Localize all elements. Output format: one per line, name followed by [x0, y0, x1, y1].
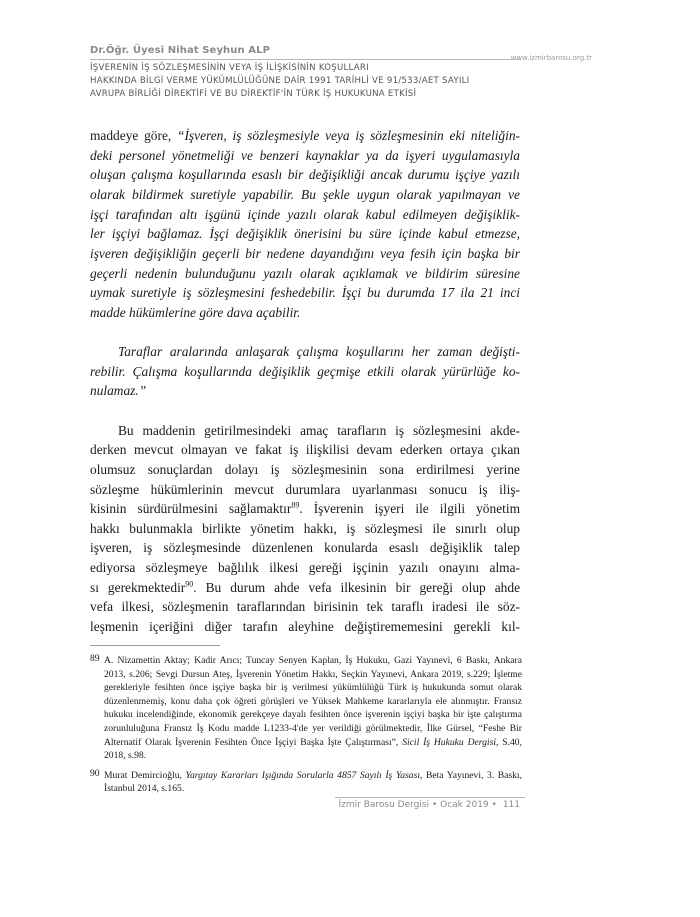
footnote-line: düzenlenmemiş, konu daha çok öğreti görüşleri ve Yüksek Mahkeme kararlarıyla ele alınmıştır. Fransız [104, 695, 522, 707]
text-line: nulamaz.” [90, 383, 147, 399]
footer-journal: İzmir Barosu Dergisi • Ocak 2019 • [338, 800, 497, 810]
header-title-line: İŞVERENİN İŞ SÖZLEŞMESİNİN VEYA İŞ İLİŞKİSİNİN KOŞULLARI [90, 63, 369, 73]
footer-rule [335, 797, 525, 798]
footnote-ref-89[interactable]: 89 [291, 500, 300, 510]
text-line: maddeye göre, “İşveren, iş sözleşmesiyle veya iş sözleşmesinin eki niteliğin- [90, 128, 520, 143]
text-line: oluşan çalışma koşullarında esaslı bir değişikliği ancak durumu işçiye yazılı [90, 167, 520, 183]
text-line: ler işçiyi bağlamaz. İşçi değişiklik önerisini bu süre içinde kabul etmezse, [90, 226, 520, 242]
footnote-line: İstanbul 2014, s.165. [104, 783, 185, 795]
paragraph-analysis [90, 421, 520, 637]
footnote-rule [90, 645, 220, 646]
body-text [90, 126, 520, 637]
text-line: ediyorsa sözleşmeye bağlılık ilkesi gereği işçinin yazılı onayını alma- [90, 560, 520, 576]
footnotes [90, 654, 522, 796]
running-header-title [90, 62, 530, 101]
paragraph-quote-start [90, 126, 520, 323]
footnote-line: Murat Demircioğlu, Yargıtay Kararları Işığında Sorularla 4857 Sayılı İş Yasası, Beta Yayınevi, 3. Baskı, [104, 769, 522, 781]
text-line: leşmenin içeriğini diğer tarafın aleyhine değiştirememesini gerekli kıl- [90, 619, 520, 635]
footnote-number: 89 [90, 653, 100, 664]
footnote-90 [90, 769, 522, 796]
page-footer [339, 800, 520, 810]
text-line: madde hükümlerine göre dava açabilir. [90, 304, 301, 320]
footnote-number: 90 [90, 767, 100, 779]
text-line: kisinin sürdürülmesini sağlamaktır$^{89}$. İşverenin işyeri ile ilgili yönetim [90, 500, 520, 517]
footnote-line: hukuku incelendiğinde, ekonomik gerekçeye dayalı fesihten önce işverenin işçiyi başka bir işte çalıştırma [104, 709, 522, 721]
header-title-line: HAKKINDA BİLGİ VERME YÜKÜMLÜLÜĞÜNE DAİR 1991 TARİHLİ VE 91/533/AET SAYILI [90, 76, 470, 86]
footnote-line: Alternatif Olarak İşverenin Fesihten Önce İşçiyi Başka İşte Çalıştırması”, Sicil İş Hukuku Dergisi, S.40, [104, 736, 522, 748]
text-line: deki personel yönetmeliği ve benzeri kaynaklar ya da işyeri uygulamasıyla [90, 147, 520, 163]
footnote-89 [90, 654, 522, 763]
header-rule [90, 59, 520, 60]
footnote-line: gerekleriyle fesihten önce işçiye başka bir iş verilmesi yükümlülüğü Türk iş hukukunda somut olarak [104, 682, 522, 694]
text-line: olumsuz sonuçlardan dolayı iş sözleşmesinin sona erdirilmesi yerine [90, 461, 520, 477]
paragraph-quote-end [90, 342, 520, 401]
text-line: uymak suretiyle iş sözleşmesini feshedebilir. İşçi bu durumda 17 ila 21 inci [90, 285, 520, 301]
footnote-ref-90[interactable]: 90 [185, 579, 194, 589]
footnote-line: A. Nizamettin Aktay; Kadir Arıcı; Tuncay Senyen Kaplan, İş Hukuku, Gazi Yayınevi, 6 Baskı, Ankara [104, 655, 522, 666]
text-line: işveren değişikliğin geçerli bir nedene dayandığını veya fesih için başka bir [90, 245, 520, 261]
text-line: derken mevcut olmayan ve fakat iş ilişkilisi devam ederken ortaya çıkan [90, 442, 520, 458]
running-header-url: www.izmirbarosu.org.tr [510, 54, 592, 62]
running-header-author: Dr.Öğr. Üyesi Nihat Seyhun ALP [90, 45, 271, 56]
text-line: rebilir. Çalışma koşullarında değişiklik geçmişe etkili olarak yürürlüğe ko- [90, 363, 520, 379]
text-line: Bu maddenin getirilmesindeki amaç tarafların iş sözleşmesini akde- [118, 422, 520, 438]
footnote-line: zorunluluğuna Fransız İş Kodu madde L1233-4'de yer verildiği görülmektedir, İlke Gürsel, “Feshe Bir [104, 722, 522, 734]
text-line: geçerli nedenin bulunduğunu yazılı olarak açıklamak ve bildirim süresine [90, 265, 520, 281]
text-line: Taraflar aralarında anlaşarak çalışma koşullarını her zaman değişti- [118, 344, 520, 360]
text-line: işçi tarafından altı işgünü içinde yazılı olarak kabul edilmeyen değişiklik- [90, 206, 520, 222]
footnote-line: 2013, s.206; Sevgi Dursun Ateş, İşverenin Yönetim Hakkı, Seçkin Yayınevi, Ankara 2019, s.229; İşletme [104, 668, 522, 680]
text-line: sı gerekmektedir$^{90}$. Bu durum ahde vefa ilkesinin bir gereği olup ahde [90, 579, 521, 595]
page-number: 111 [502, 800, 520, 810]
text-line: hakkı bulunmakla birlikte yönetim hakkı, iş sözleşmesi ile sınırlı olup [90, 520, 520, 536]
text-line: vefa ilkesi, sözleşmenin taraflarından birisinin tek taraflı iradesi ile söz- [90, 599, 520, 615]
text-line: olarak bildirmek suretiyle yapabilir. Bu şekle uygun olarak yapılmayan ve [90, 186, 520, 202]
header-title-line: AVRUPA BİRLİĞİ DİREKTİFİ VE BU DİREKTİF'İN TÜRK İŞ HUKUKUNA ETKİSİ [90, 89, 417, 99]
text-line: sözleşme hükümlerinin mevcut durumlara uyarlanması sonucu iş iliş- [90, 481, 520, 497]
footnote-line: 2018, s.98. [104, 750, 147, 762]
text-line: işveren, iş sözleşmesinde düzenlenen konularda esaslı değişiklik talep [90, 540, 520, 556]
